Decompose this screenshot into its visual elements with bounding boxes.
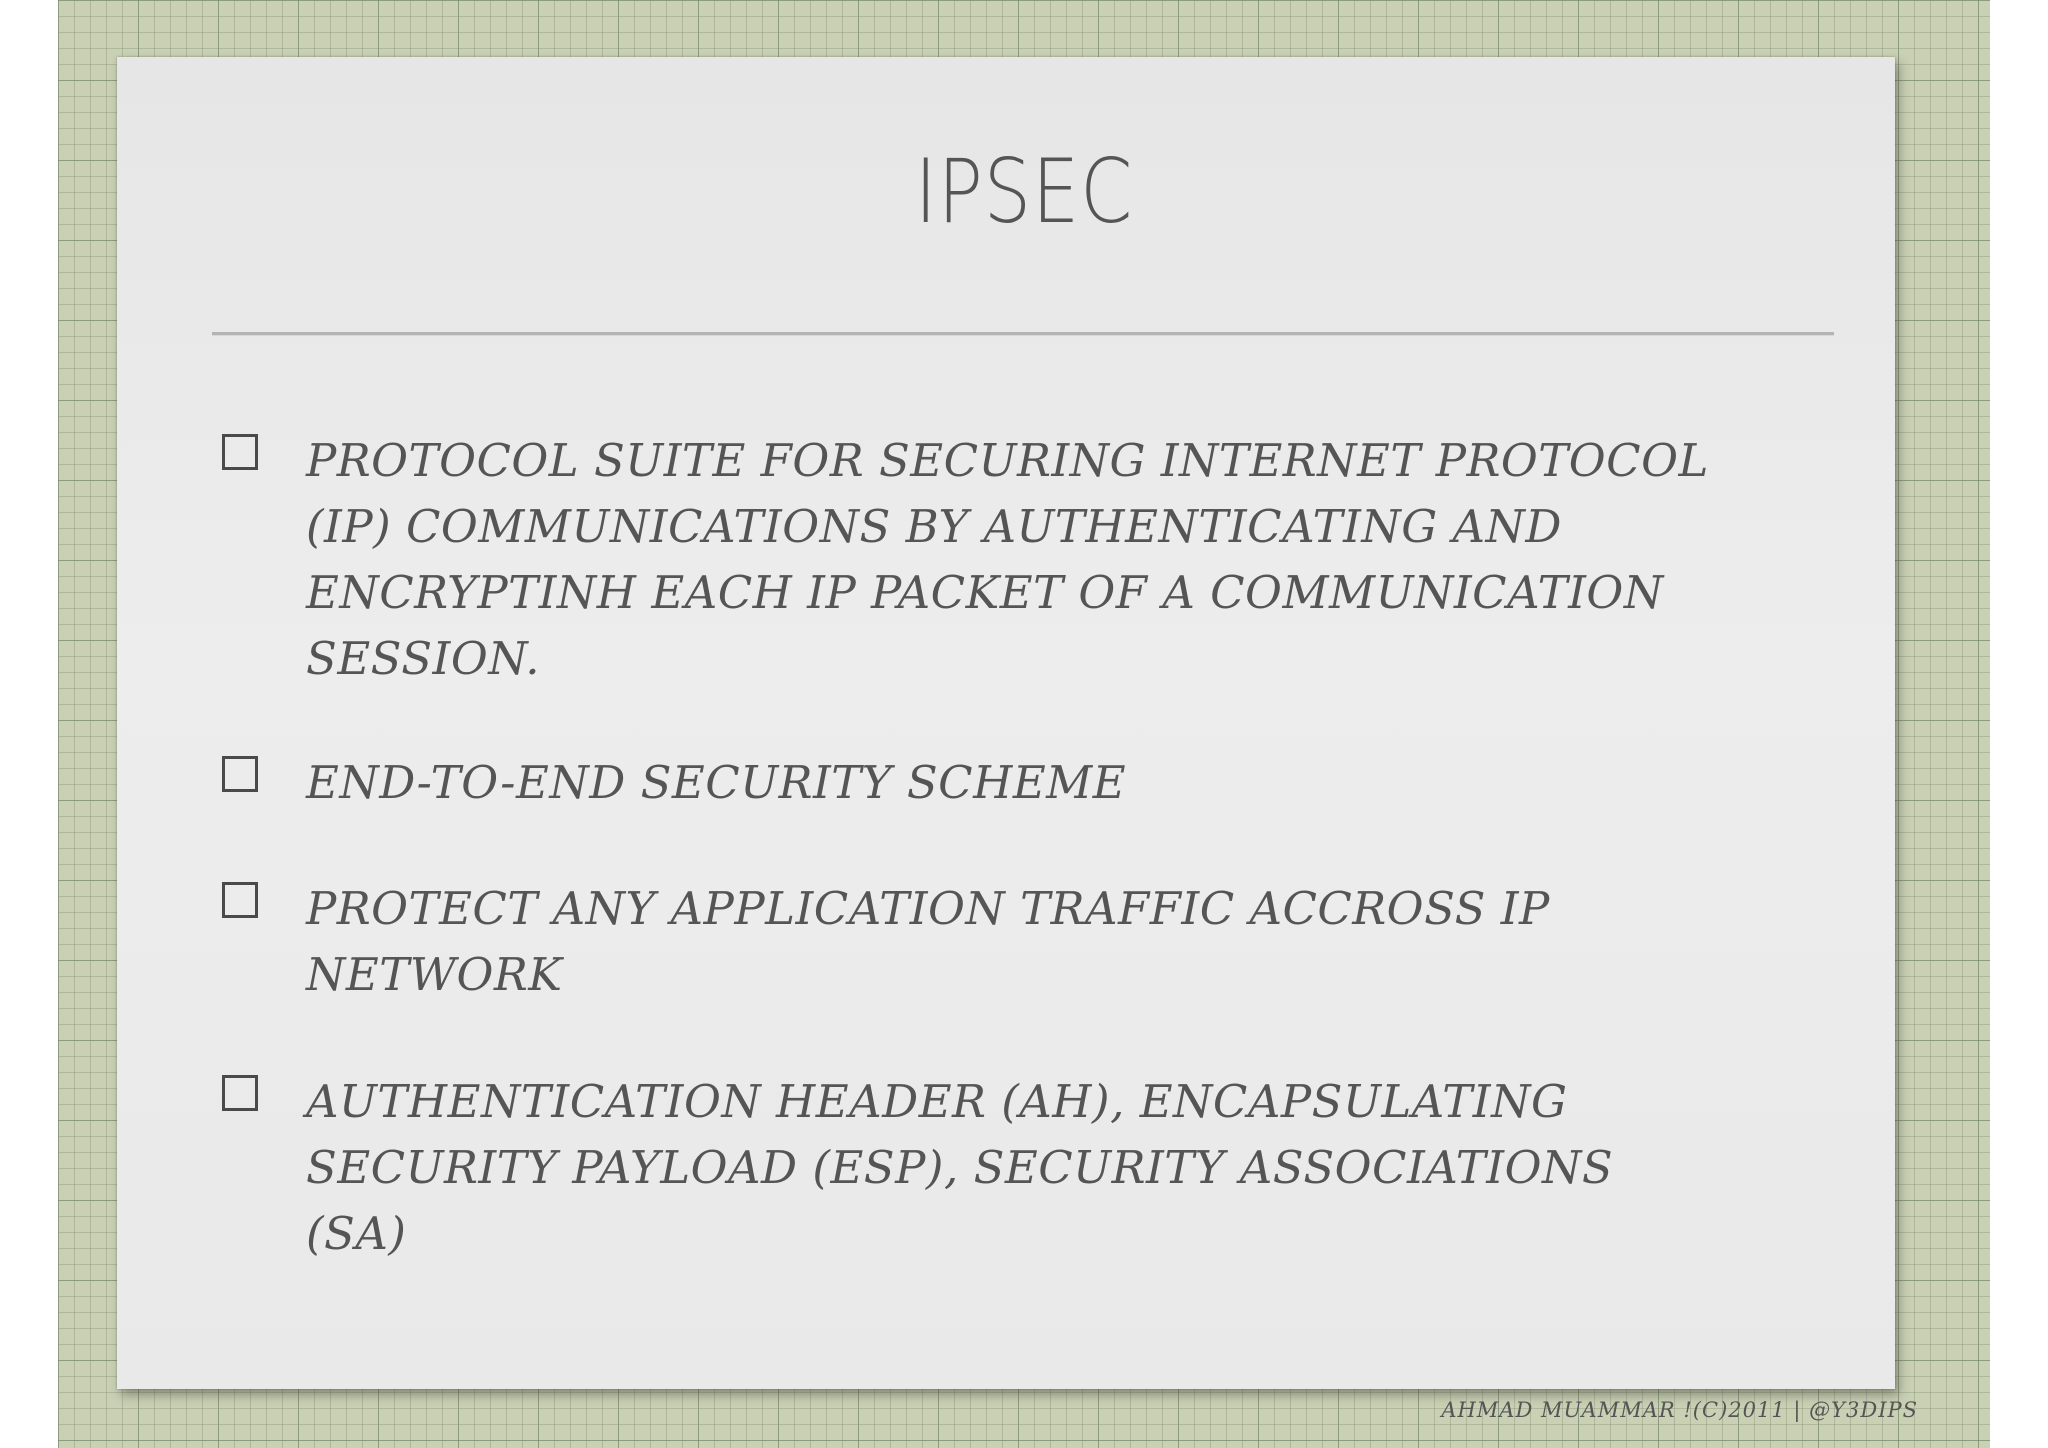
bullet-text: AUTHENTICATION HEADER (AH), ENCAPSULATING SECURITY PAYLOAD (ESP), SECURITY ASSOCIATIONS (SA) — [306, 1075, 1614, 1260]
checkbox-icon — [222, 882, 258, 918]
checkbox-icon — [222, 756, 258, 792]
bullet-text: PROTECT ANY APPLICATION TRAFFIC ACCROSS IP NETWORK — [306, 882, 1550, 1001]
footer-credit: AHMAD MUAMMAR !(C)2011 | @Y3DIPS — [1441, 1398, 1918, 1422]
checkbox-icon — [222, 1075, 258, 1111]
checkbox-icon — [222, 434, 258, 470]
bullet-text: PROTOCOL SUITE FOR SECURING INTERNET PROTOCOL (IP) COMMUNICATIONS BY AUTHENTICATING AND ENCRYPTINH EACH IP PACKET OF A COMMUNICATION SESSION. — [306, 434, 1709, 685]
bullet-text: END-TO-END SECURITY SCHEME — [306, 756, 1127, 809]
slide-title: IPSEC — [914, 140, 1134, 243]
